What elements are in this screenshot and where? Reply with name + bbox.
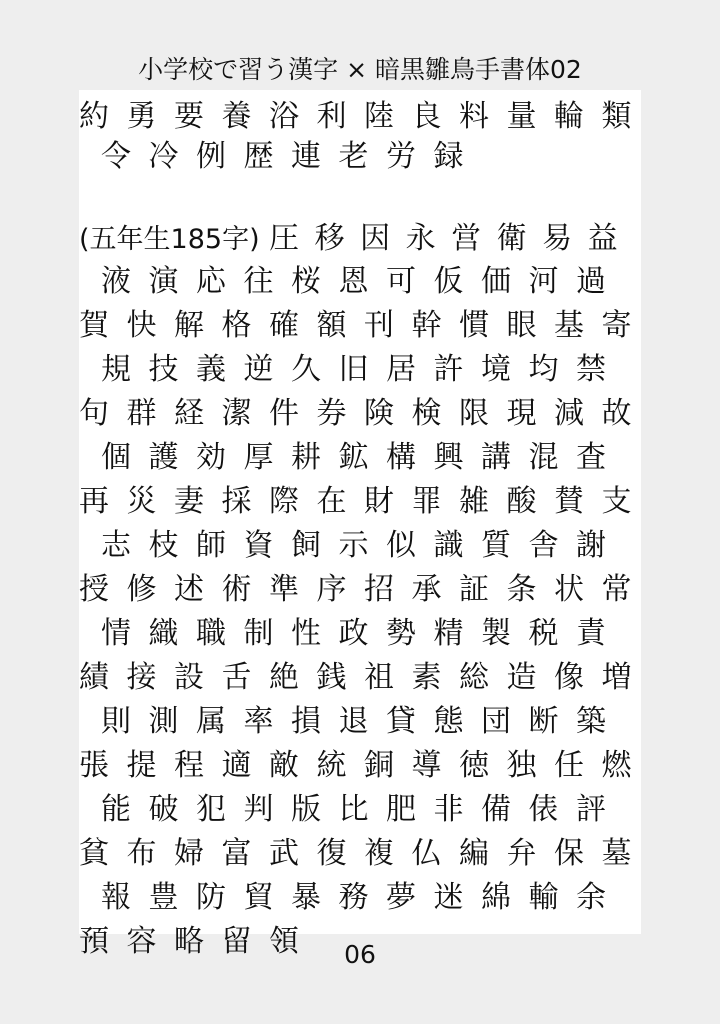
kanji-line: 貧布婦富武復複仏編弁保墓 (79, 836, 649, 871)
kanji-line: 賀快解格確額刊幹慣眼基寄 (79, 308, 649, 343)
kanji-line: 張提程適敵統銅導徳独任燃 (79, 748, 649, 783)
kanji-line: 約勇要養浴利陸良料量輪類 (79, 99, 649, 134)
grade5-second-line-first-char: 液 (101, 264, 149, 299)
kanji-line: 績接設舌絶銭祖素総造像増 (79, 660, 649, 695)
kanji-line: 情織職制性政勢精製税責 (101, 616, 624, 651)
grade5-label: (五年生185字) (79, 224, 260, 255)
kanji-line: 再災妻採際在財罪雑酸賛支 (79, 484, 649, 519)
page-title: 小学校で習う漢字 × 暗黒雛鳥手書体02 (138, 55, 582, 84)
kanji-line-rest: 演応往桜恩可仮価河過 (148, 264, 624, 299)
kanji-line: 預容略留領 (79, 924, 317, 959)
kanji-line: 令冷例歴連老労録 (101, 139, 481, 174)
kanji-line: 規技義逆久旧居許境均禁 (101, 352, 624, 387)
kanji-line: 志枝師資飼示似識質舎謝 (101, 528, 624, 563)
grade5-heading-line (79, 216, 633, 262)
kanji-line (101, 259, 624, 305)
kanji-line: 個護効厚耕鉱構興講混査 (101, 440, 624, 475)
kanji-line: 授修述術準序招承証条状常 (79, 572, 649, 607)
kanji-line: 句群経潔件券険検限現減故 (79, 396, 649, 431)
grade5-first-chars: 圧移因永営衛易益 (269, 221, 634, 256)
kanji-line: 報豊防貿暴務夢迷綿輸余 (101, 880, 624, 915)
kanji-line: 能破犯判版比肥非備俵評 (101, 792, 624, 827)
kanji-line: 則測属率損退貸態団断築 (101, 704, 624, 739)
page-number: 06 (344, 940, 376, 969)
